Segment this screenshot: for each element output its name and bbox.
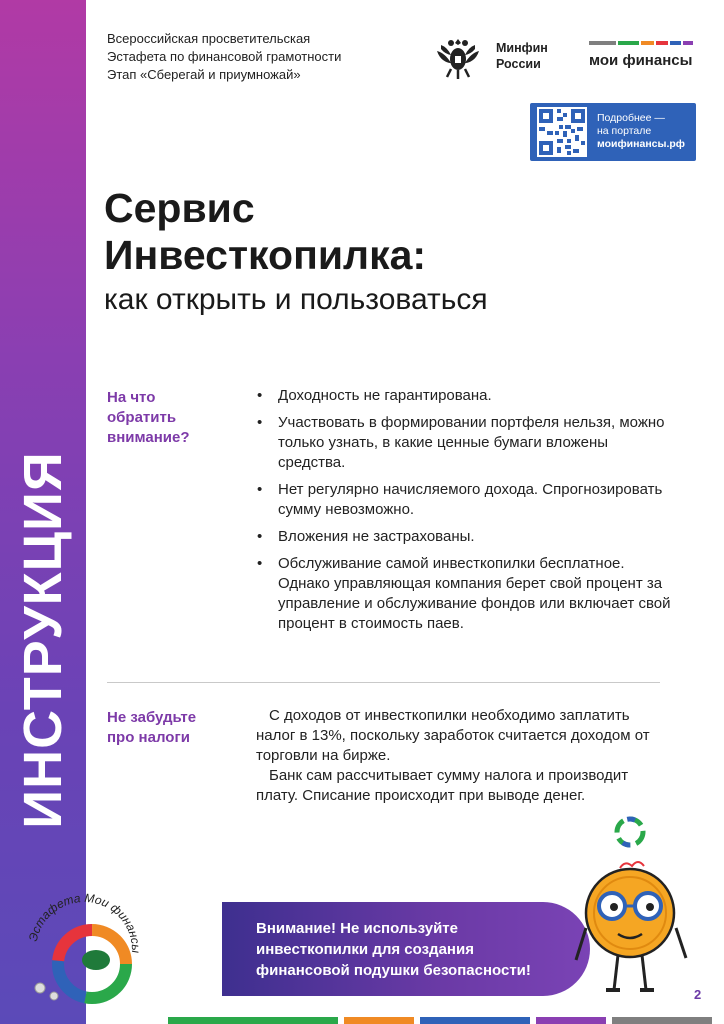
stripe-grey	[589, 41, 616, 45]
page-number: 2	[694, 987, 702, 1002]
coin-mascot-icon	[568, 810, 698, 1000]
section-divider	[107, 682, 660, 683]
stripe-red	[656, 41, 668, 45]
logo-stripes	[589, 41, 695, 45]
list-item: • Нет регулярно начисляемого дохода. Спрогнозировать сумму невозможно.	[257, 480, 677, 520]
page-title	[104, 185, 426, 279]
stripe-green	[618, 41, 639, 45]
stripe-purple	[683, 41, 693, 45]
minfin-line-1: Минфин	[496, 41, 548, 55]
attention-heading-line-2: обратить	[107, 409, 177, 426]
attention-heading-line-1: На что	[107, 389, 156, 406]
taxes-paragraph-2: Банк сам рассчитывает сумму налога и производит плату. Списание происходит при выводе денег.	[256, 767, 629, 804]
bar-green	[168, 1017, 338, 1024]
title-line-1: Сервис	[104, 185, 255, 231]
taxes-heading-line-1: Не забудьте	[107, 709, 197, 726]
warning-banner-text	[256, 918, 586, 981]
qr-line-2: на портале	[597, 125, 652, 137]
qr-line-1: Подробнее —	[597, 112, 665, 124]
taxes-paragraph-1: С доходов от инвесткопилки необходимо заплатить налог в 13%, поскольку заработок считается доходом от торговли на бирже.	[256, 707, 650, 764]
header-line-1: Всероссийская просветительская	[107, 31, 311, 46]
attention-heading-line-3: внимание?	[107, 429, 190, 446]
estafeta-label: Эстафета Мои финансы	[25, 890, 144, 954]
taxes-text	[256, 706, 666, 806]
qr-promo[interactable]	[530, 103, 696, 161]
brand-name: мои финансы	[589, 52, 693, 69]
page-subtitle: как открыть и пользоваться	[104, 283, 488, 316]
header-line-2: Эстафета по финансовой грамотности	[107, 49, 342, 64]
eagle-emblem-icon	[433, 33, 483, 83]
list-item: • Вложения не застрахованы.	[257, 527, 677, 547]
bar-grey	[612, 1017, 712, 1024]
minfin-line-2: России	[496, 57, 541, 71]
qr-site-link[interactable]: моифинансы.рф	[597, 138, 685, 150]
qr-code-icon[interactable]	[537, 107, 587, 157]
list-item: • Обслуживание самой инвесткопилки бесплатное. Однако управляющая компания берет свой процент за управление и обслуживание фондов или включает свой процент в стоимость паев.	[257, 554, 677, 634]
bottom-color-bar	[168, 1017, 724, 1024]
side-label: ИНСТРУКЦИЯ	[13, 451, 73, 829]
taxes-heading-line-2: про налоги	[107, 729, 190, 746]
qr-text	[597, 112, 685, 151]
bar-blue	[420, 1017, 530, 1024]
list-item: • Доходность не гарантирована.	[257, 386, 677, 406]
bar-orange	[344, 1017, 414, 1024]
banner-line-3: финансовой подушки безопасности!	[256, 962, 531, 979]
attention-heading	[107, 388, 190, 448]
minfin-label	[496, 40, 548, 72]
moi-finansy-logo[interactable]	[589, 41, 695, 69]
title-line-2: Инвесткопилка:	[104, 232, 427, 278]
stripe-blue	[670, 41, 682, 45]
banner-line-2: инвесткопилки для создания	[256, 941, 474, 958]
stripe-orange	[641, 41, 654, 45]
header-text	[107, 30, 341, 84]
header-line-3: Этап «Сберегай и приумножай»	[107, 67, 301, 82]
bar-purple	[536, 1017, 606, 1024]
taxes-heading	[107, 708, 196, 748]
list-item: • Участвовать в формировании портфеля нельзя, можно только узнать, в какие ценные бумаги вложены средства.	[257, 413, 677, 473]
banner-line-1: Внимание! Не используйте	[256, 920, 458, 937]
attention-list	[257, 386, 677, 641]
estafeta-logo-icon	[14, 880, 154, 1010]
